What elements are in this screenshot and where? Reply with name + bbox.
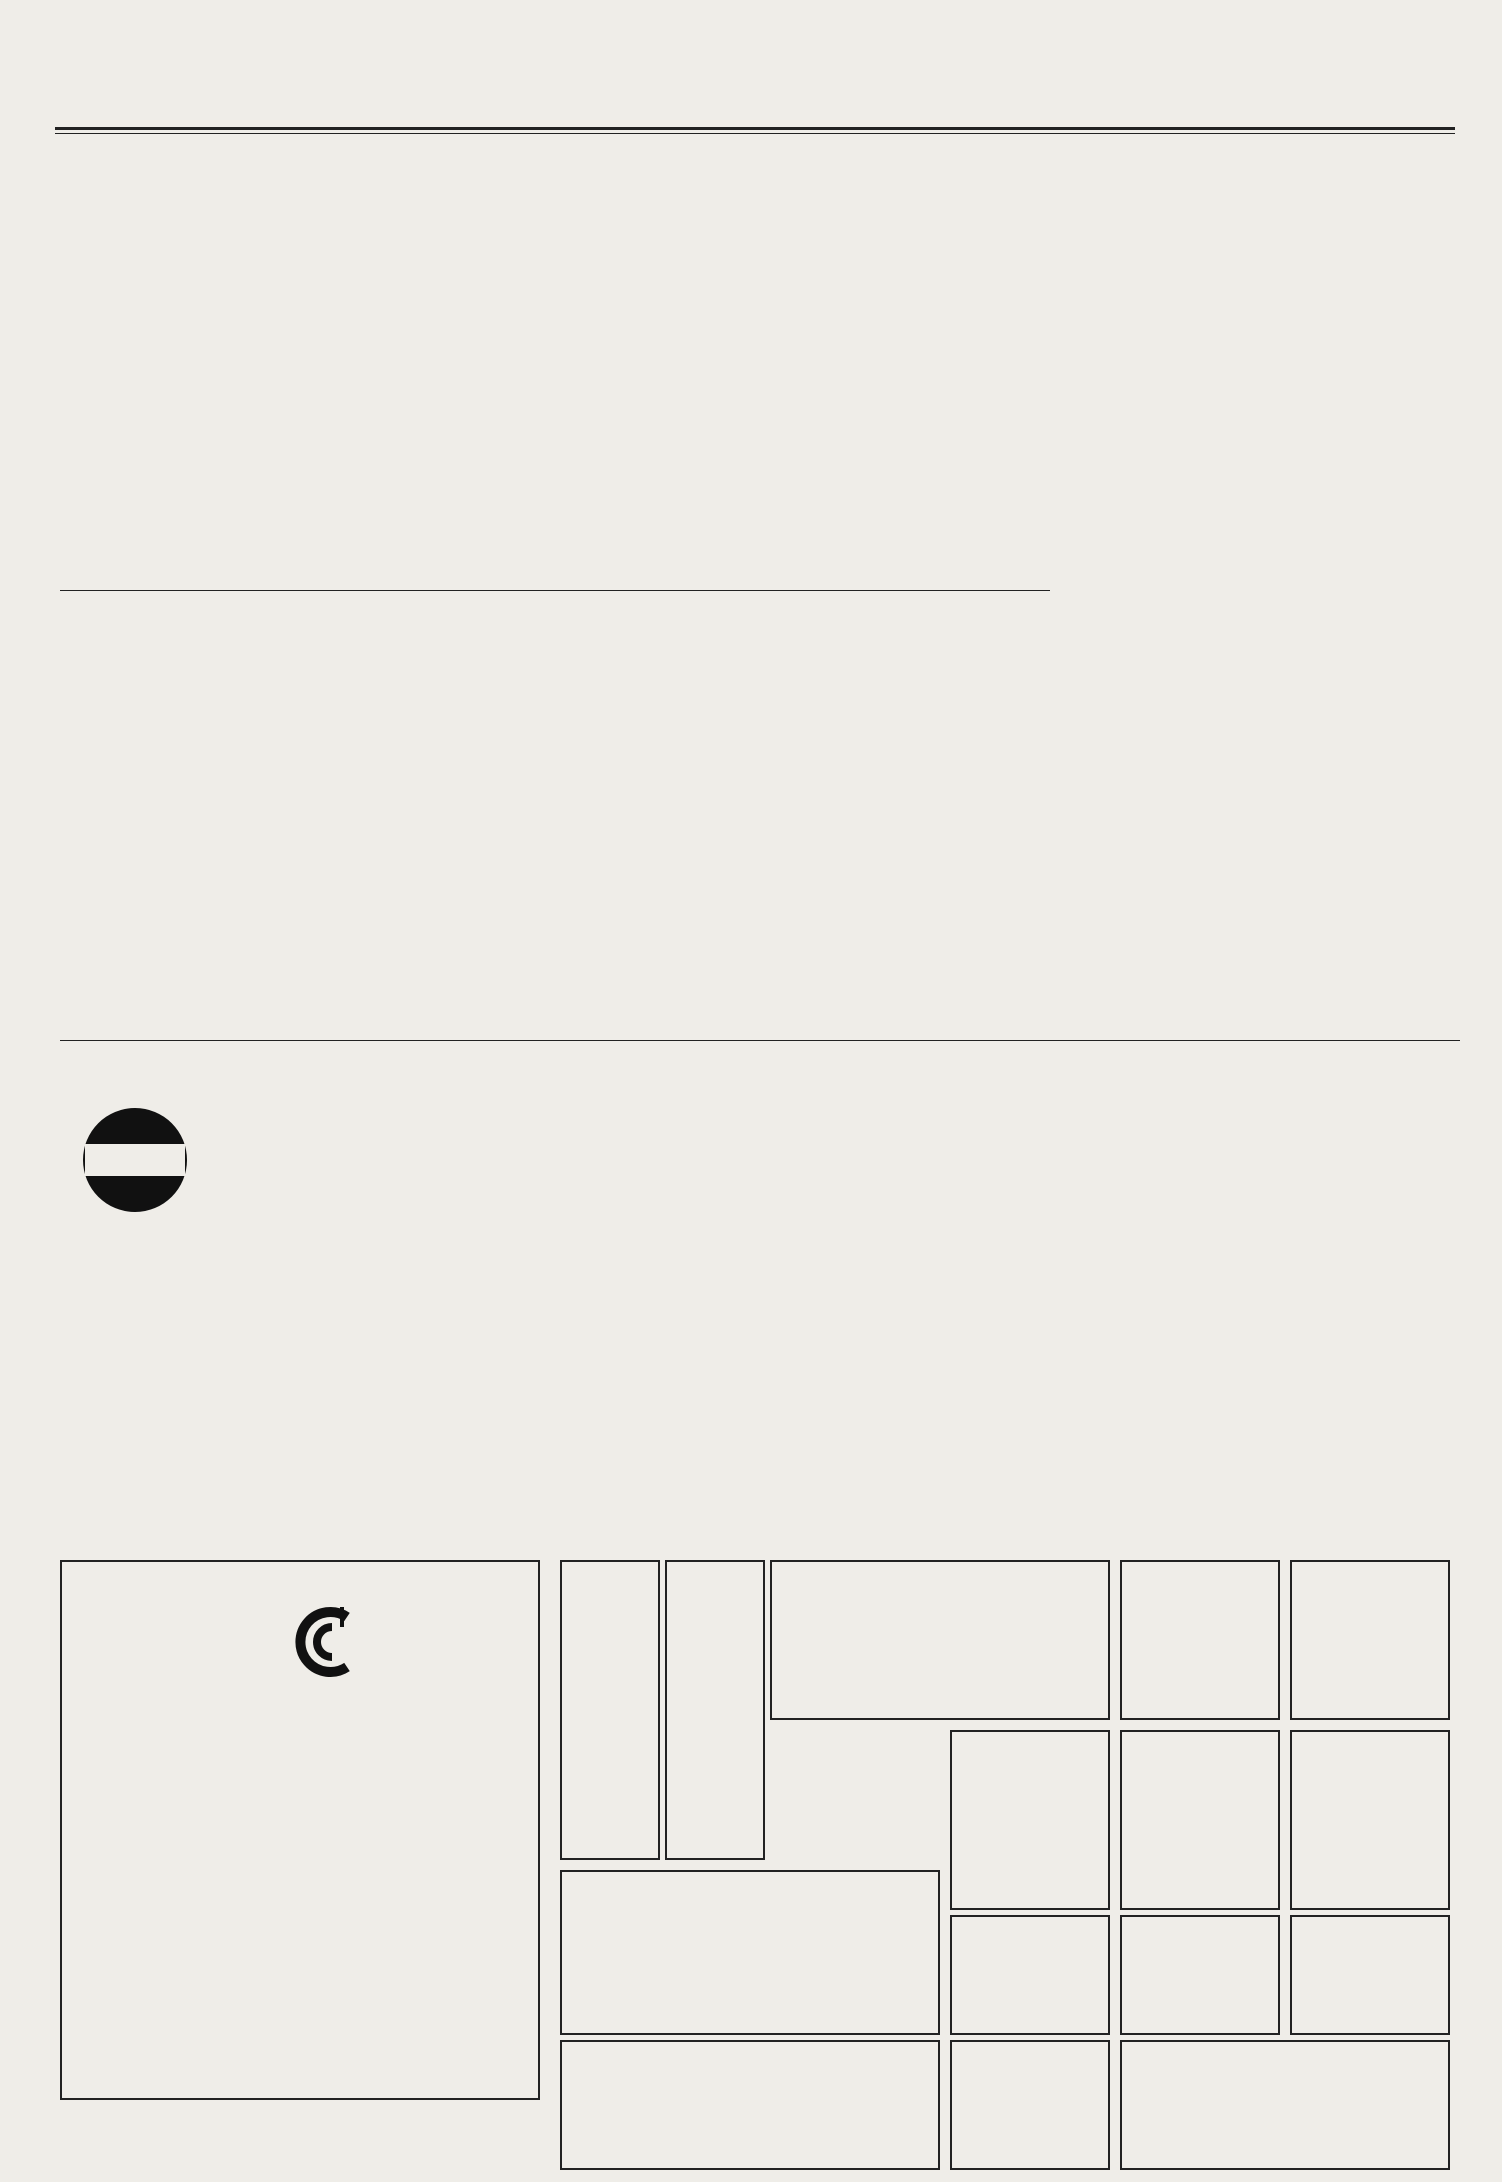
page-header xyxy=(0,60,1502,120)
ad-body xyxy=(1126,1742,1242,1902)
church-logo-icon xyxy=(292,1602,362,1682)
section-body xyxy=(1092,150,1422,580)
section-body xyxy=(60,150,490,580)
ad-box xyxy=(665,1560,765,1860)
ad-box xyxy=(1120,1730,1280,1910)
ad-box xyxy=(1290,1560,1450,1720)
ad-box xyxy=(560,2040,940,2170)
ad-body xyxy=(1126,1572,1238,1712)
subsection-body xyxy=(110,1050,1010,1530)
ad-body xyxy=(564,1572,622,1852)
ad-body xyxy=(1296,1742,1412,1902)
ad-line xyxy=(238,1602,298,2042)
ad-box xyxy=(1290,1915,1450,2035)
subsection-body xyxy=(742,610,922,1020)
ad-box xyxy=(950,1730,1110,1910)
ad-body xyxy=(956,1923,1078,2031)
ad-body xyxy=(1296,1923,1418,2031)
ad-box xyxy=(560,1560,660,1860)
ad-body xyxy=(956,1742,1072,1902)
ad-box xyxy=(560,1870,940,2035)
ad-box xyxy=(1120,1915,1280,2035)
ad-box xyxy=(950,1915,1110,2035)
subsection-body xyxy=(1182,610,1442,1020)
ad-school-recruitment xyxy=(60,1560,540,2100)
ad-body xyxy=(1126,1923,1248,2031)
section-body xyxy=(120,610,180,1020)
subsection-body xyxy=(190,610,400,1020)
share-logo xyxy=(75,1100,195,1220)
ad-box xyxy=(1290,1730,1450,1910)
ad-box xyxy=(770,1560,1110,1720)
ad-box xyxy=(950,2040,1110,2170)
ad-box xyxy=(1120,1560,1280,1720)
ad-body xyxy=(669,1572,727,1852)
section-body xyxy=(812,150,1062,580)
share-logo-icon xyxy=(75,1100,195,1220)
ad-body xyxy=(1296,1572,1408,1712)
ad-box xyxy=(1120,2040,1450,2170)
